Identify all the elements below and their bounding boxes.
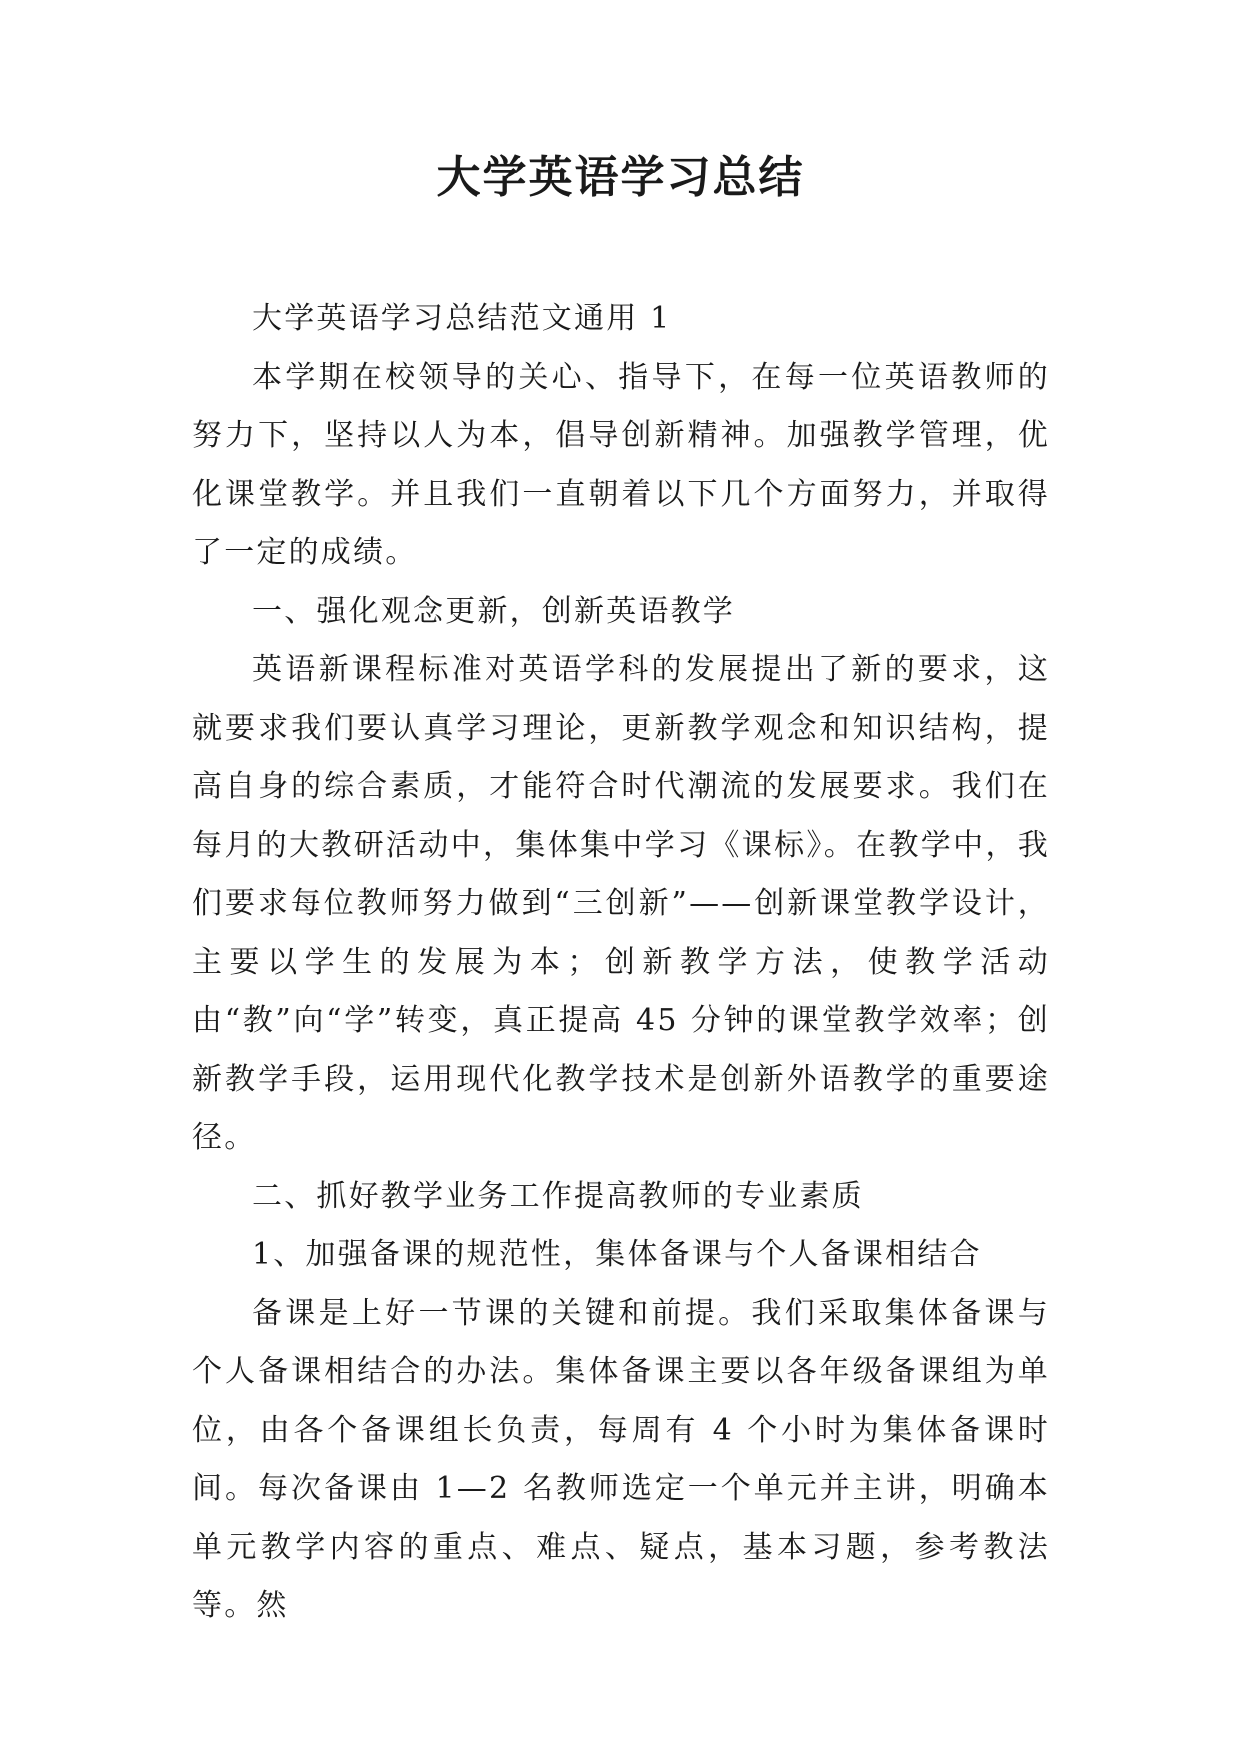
document-title: 大学英语学习总结 xyxy=(436,152,805,203)
paragraph-intro: 本学期在校领导的关心、指导下，在每一位英语教师的努力下，坚持以人为本，倡导创新精神。加强教学管理，优化课堂教学。并且我们一直朝着以下几个方面努力，并取得了一定的成绩。 xyxy=(192,359,1050,570)
paragraph-heading-1: 一、强化观念更新，创新英语教学 xyxy=(252,593,735,629)
paragraph-body-2: 备课是上好一节课的关键和前提。我们采取集体备课与个人备课相结合的办法。集体备课主要以各年级备课组为单位，由各个备课组长负责，每周有 4 个小时为集体备课时间。每次备课由 1—2 名教师选定一个单元并主讲，明确本单元教学内容的重点、难点、疑点，基本习题，参考教法等。然 xyxy=(192,1295,1050,1623)
paragraph-body-1: 英语新课程标准对英语学科的发展提出了新的要求，这就要求我们要认真学习理论，更新教学观念和知识结构，提高自身的综合素质，才能符合时代潮流的发展要求。我们在每月的大教研活动中，集体集中学习《课标》。在教学中，我们要求每位教师努力做到“三创新”——创新课堂教学设计，主要以学生的发展为本；创新教学方法，使教学活动由“教”向“学”转变，真正提高 45 分钟的课堂教学效率；创新教学手段，运用现代化教学技术是创新外语教学的重要途径。 xyxy=(192,652,1050,1155)
document-body xyxy=(192,290,1050,1636)
paragraph-section-heading: 大学英语学习总结范文通用 1 xyxy=(252,301,672,336)
paragraph-subheading-1: 1、加强备课的规范性，集体备课与个人备课相结合 xyxy=(252,1237,982,1272)
paragraph-heading-2: 二、抓好教学业务工作提高教师的专业素质 xyxy=(252,1178,864,1214)
